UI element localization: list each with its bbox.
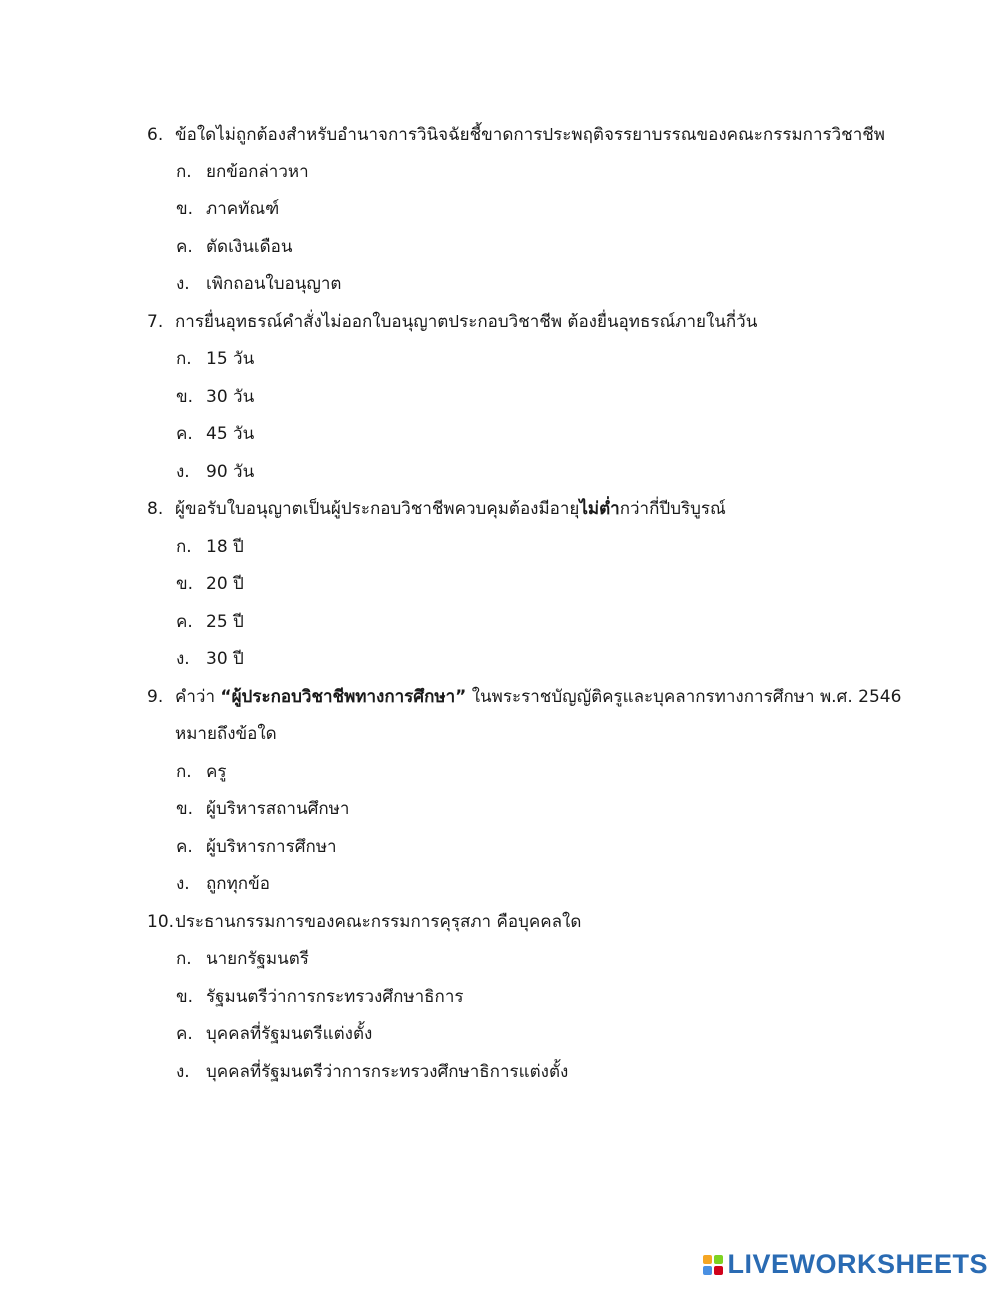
logo-square xyxy=(714,1266,723,1275)
question-text-bold: ไม่ต่ำ xyxy=(579,499,620,519)
option-text: 18 ปี xyxy=(206,537,244,557)
question-number: 7. xyxy=(147,312,164,332)
option-letter: ก. xyxy=(176,949,192,969)
option-text: เพิกถอนใบอนุญาต xyxy=(206,274,342,294)
question-7 xyxy=(147,310,757,334)
option-letter: ค. xyxy=(176,612,193,632)
option-text: นายกรัฐมนตรี xyxy=(206,949,309,969)
option-text: ภาคทัณฑ์ xyxy=(206,199,280,219)
logo-square xyxy=(703,1255,712,1264)
option-7-c[interactable] xyxy=(176,422,254,446)
logo-mark-icon xyxy=(703,1255,723,1275)
option-text: 30 ปี xyxy=(206,649,244,669)
option-8-c[interactable] xyxy=(176,610,244,634)
option-letter: ข. xyxy=(176,199,194,219)
option-text: ตัดเงินเดือน xyxy=(206,237,293,257)
option-text: 30 วัน xyxy=(206,387,255,407)
option-text: รัฐมนตรีว่าการกระทรวงศึกษาธิการ xyxy=(206,987,464,1007)
option-text: 90 วัน xyxy=(206,462,255,482)
question-number: 6. xyxy=(147,125,164,145)
option-9-b[interactable] xyxy=(176,797,349,821)
question-number: 9. xyxy=(147,687,164,707)
option-letter: ก. xyxy=(176,162,192,182)
option-text: ผู้บริหารสถานศึกษา xyxy=(206,799,350,819)
question-9-line-2: หมายถึงข้อใด xyxy=(175,724,277,744)
option-letter: ข. xyxy=(176,387,194,407)
option-10-c[interactable] xyxy=(176,1022,372,1046)
question-number: 8. xyxy=(147,499,164,519)
option-text: 15 วัน xyxy=(206,349,255,369)
option-text: 20 ปี xyxy=(206,574,244,594)
option-6-c[interactable] xyxy=(176,235,293,259)
option-text: ถูกทุกข้อ xyxy=(206,874,270,894)
option-text: บุคคลที่รัฐมนตรีแต่งตั้ง xyxy=(206,1024,373,1044)
option-8-d[interactable] xyxy=(176,647,244,671)
option-6-b[interactable] xyxy=(176,197,279,221)
option-7-b[interactable] xyxy=(176,385,254,409)
question-text-start: คำว่า xyxy=(175,687,221,707)
option-letter: ก. xyxy=(176,349,192,369)
option-letter: ค. xyxy=(176,1024,193,1044)
option-letter: ข. xyxy=(176,987,194,1007)
option-6-d[interactable] xyxy=(176,272,341,296)
logo-text: LIVEWORKSHEETS xyxy=(727,1249,988,1279)
question-text-start: ผู้ขอรับใบอนุญาตเป็นผู้ประกอบวิชาชีพควบคุมต้องมีอายุ xyxy=(175,499,580,519)
option-9-a[interactable] xyxy=(176,760,227,784)
option-text: ผู้บริหารการศึกษา xyxy=(206,837,337,857)
option-10-a[interactable] xyxy=(176,947,309,971)
option-text: 25 ปี xyxy=(206,612,244,632)
option-letter: ง. xyxy=(176,874,190,894)
option-letter: ข. xyxy=(176,799,194,819)
option-letter: ง. xyxy=(176,274,190,294)
option-letter: ก. xyxy=(176,537,192,557)
question-text: ประธานกรรมการของคณะกรรมการคุรุสภา คือบุคคลใด xyxy=(175,912,582,932)
question-text-end: ในพระราชบัญญัติครูและบุคลากรทางการศึกษา พ.ศ. 2546 xyxy=(466,687,902,707)
option-letter: ค. xyxy=(176,837,193,857)
option-10-d[interactable] xyxy=(176,1060,568,1084)
question-text-end: กว่ากี่ปีบริบูรณ์ xyxy=(619,499,726,519)
logo-square xyxy=(714,1255,723,1264)
option-letter: ก. xyxy=(176,762,192,782)
question-6 xyxy=(147,123,885,147)
option-letter: ง. xyxy=(176,1062,190,1082)
question-10 xyxy=(147,910,581,934)
option-letter: ค. xyxy=(176,424,193,444)
option-9-d[interactable] xyxy=(176,872,270,896)
question-text: ข้อใดไม่ถูกต้องสำหรับอำนาจการวินิจฉัยชี้ขาดการประพฤติจรรยาบรรณของคณะกรรมการวิชาชีพ xyxy=(175,125,886,145)
option-8-b[interactable] xyxy=(176,572,244,596)
liveworksheets-logo xyxy=(703,1249,988,1280)
option-8-a[interactable] xyxy=(176,535,244,559)
option-text: 45 วัน xyxy=(206,424,255,444)
option-10-b[interactable] xyxy=(176,985,464,1009)
option-7-d[interactable] xyxy=(176,460,254,484)
question-text-bold: “ผู้ประกอบวิชาชีพทางการศึกษา” xyxy=(220,687,467,707)
question-text: การยื่นอุทธรณ์คำสั่งไม่ออกใบอนุญาตประกอบวิชาชีพ ต้องยื่นอุทธรณ์ภายในกี่วัน xyxy=(175,312,758,332)
option-6-a[interactable] xyxy=(176,160,309,184)
option-9-c[interactable] xyxy=(176,835,337,859)
option-letter: ง. xyxy=(176,649,190,669)
question-9 xyxy=(147,685,901,709)
option-text: บุคคลที่รัฐมนตรีว่าการกระทรวงศึกษาธิการแต่งตั้ง xyxy=(206,1062,569,1082)
question-number: 10. xyxy=(147,912,175,932)
option-letter: ข. xyxy=(176,574,194,594)
option-7-a[interactable] xyxy=(176,347,254,371)
option-letter: ค. xyxy=(176,237,193,257)
question-8 xyxy=(147,497,726,521)
option-letter: ง. xyxy=(176,462,190,482)
option-text: ยกข้อกล่าวหา xyxy=(206,162,309,182)
option-text: ครู xyxy=(206,762,227,782)
logo-square xyxy=(703,1266,712,1275)
